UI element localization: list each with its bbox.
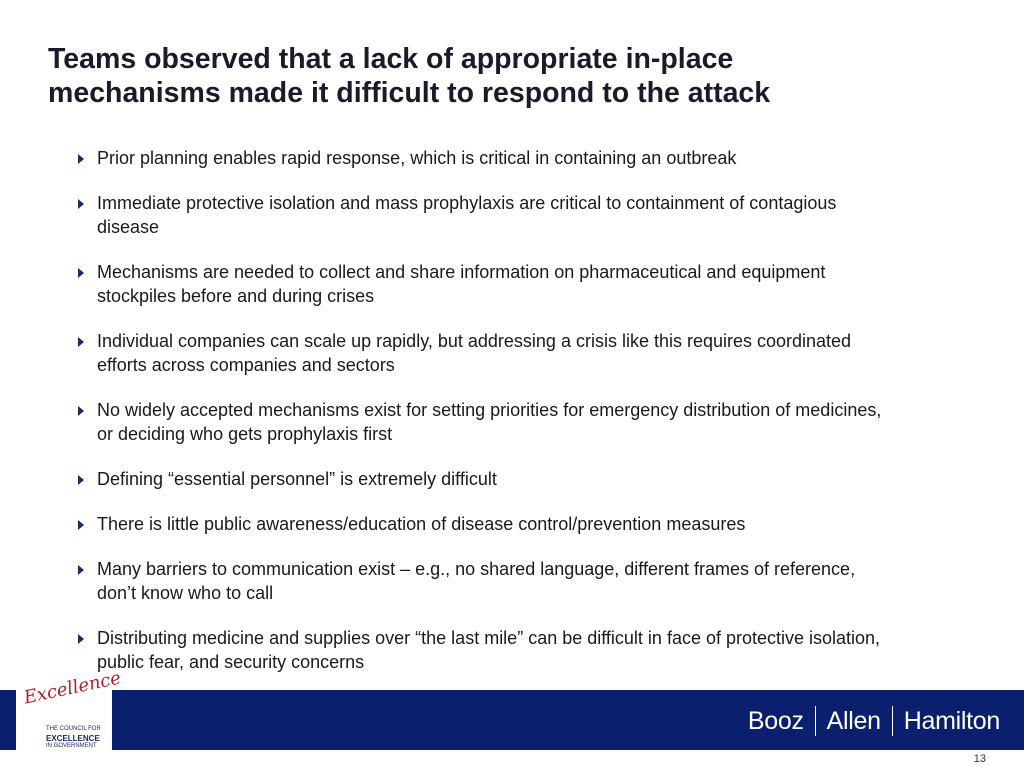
bullet-item — [78, 191, 978, 239]
triangle-bullet-icon — [78, 199, 84, 209]
bullet-item — [78, 398, 978, 446]
booz-allen-hamilton-logo — [748, 703, 1000, 739]
triangle-bullet-icon — [78, 337, 84, 347]
bullet-item — [78, 467, 978, 491]
triangle-bullet-icon — [78, 406, 84, 416]
bullet-text: There is little public awareness/education of disease control/prevention measures — [97, 514, 746, 534]
bullet-text-continued: or deciding who gets prophylaxis first — [97, 424, 393, 444]
triangle-bullet-icon — [78, 520, 84, 530]
bullet-text: Mechanisms are needed to collect and share information on pharmaceutical and equipment — [97, 262, 826, 282]
bullet-text: Defining “essential personnel” is extremely difficult — [97, 469, 497, 489]
triangle-bullet-icon — [78, 268, 84, 278]
logo-line-1: THE COUNCIL FOR — [46, 726, 101, 732]
bullet-item — [78, 146, 978, 170]
bullet-item — [78, 626, 978, 674]
logo-line-3: IN GOVERNMENT — [46, 743, 97, 749]
brand-word-booz: Booz — [747, 706, 804, 735]
bullet-text: Individual companies can scale up rapidly, but addressing a crisis like this requires coordinated — [97, 331, 852, 351]
triangle-bullet-icon — [78, 565, 84, 575]
bullet-text: Distributing medicine and supplies over “the last mile” can be difficult in face of protective isolation, — [97, 628, 881, 648]
title-line-2: mechanisms made it difficult to respond to the attack — [48, 77, 771, 109]
bullet-text: Many barriers to communication exist – e.g., no shared language, different frames of reference, — [97, 559, 856, 579]
slide-title — [48, 42, 988, 110]
bullet-text: Prior planning enables rapid response, which is critical in containing an outbreak — [97, 148, 737, 168]
bullet-item — [78, 260, 978, 308]
bullet-text-continued: public fear, and security concerns — [97, 652, 365, 672]
bullet-text: No widely accepted mechanisms exist for setting priorities for emergency distribution of medicines, — [97, 400, 882, 420]
brand-divider — [815, 706, 816, 736]
bullet-text-continued: disease — [97, 217, 160, 237]
page-number: 13 — [973, 753, 986, 765]
brand-word-allen: Allen — [826, 706, 881, 735]
brand-divider — [892, 706, 893, 736]
bullet-text-continued: stockpiles before and during crises — [97, 286, 375, 306]
bullet-list — [78, 146, 978, 695]
triangle-bullet-icon — [78, 154, 84, 164]
bullet-text: Immediate protective isolation and mass prophylaxis are critical to containment of contagious — [97, 193, 837, 213]
title-line-1: Teams observed that a lack of appropriate in-place — [48, 43, 734, 75]
bullet-item — [78, 557, 978, 605]
bullet-item — [78, 329, 978, 377]
triangle-bullet-icon — [78, 634, 84, 644]
bullet-text-continued: don’t know who to call — [97, 583, 274, 603]
triangle-bullet-icon — [78, 475, 84, 485]
bullet-text-continued: efforts across companies and sectors — [97, 355, 395, 375]
brand-word-hamilton: Hamilton — [903, 706, 1000, 735]
bullet-item — [78, 512, 978, 536]
logo-line-2: EXCELLENCE — [46, 734, 100, 743]
council-for-excellence-logo — [16, 667, 123, 750]
excellence-script-logo: Excellence — [22, 667, 123, 709]
